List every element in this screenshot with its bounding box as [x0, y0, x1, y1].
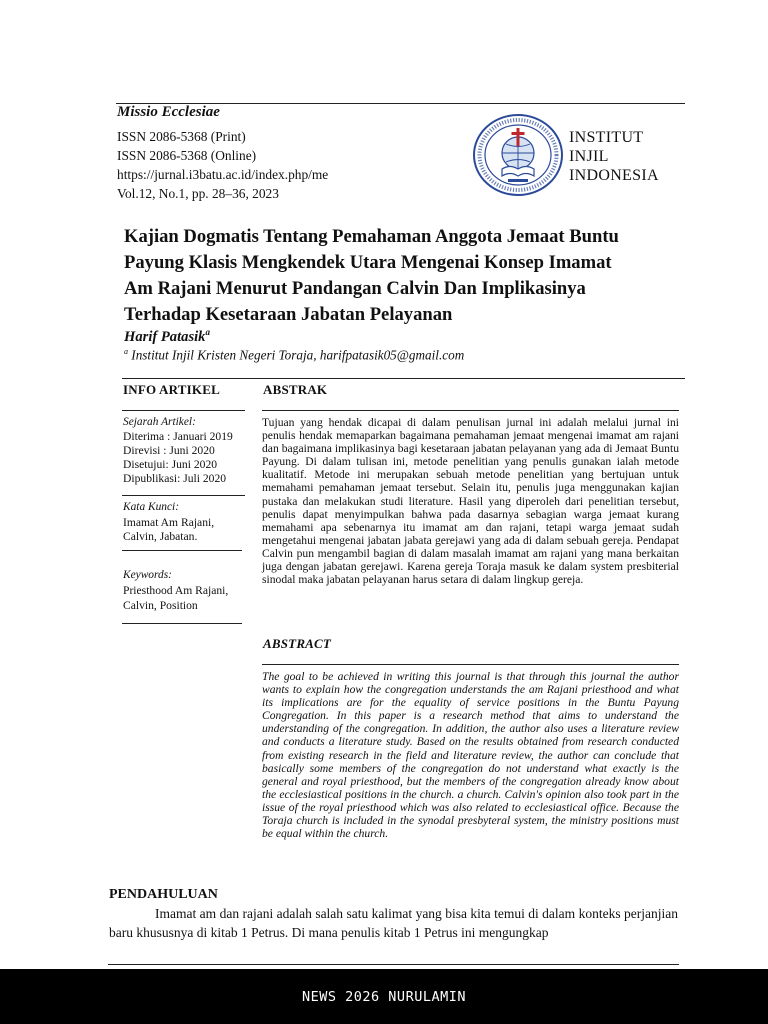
title-line: Payung Klasis Mengkendek Utara Mengenai Konsep Imamat — [124, 252, 612, 273]
footer-bar — [0, 969, 768, 1024]
abstrak-rule — [262, 410, 679, 411]
history-label: Sejarah Artikel: — [123, 416, 196, 428]
kata-kunci-item: Imamat Am Rajani, — [123, 516, 215, 529]
kata-kunci-label: Kata Kunci: — [123, 501, 180, 513]
title-line: Am Rajani Menurut Pandangan Calvin Dan Implikasinya — [124, 278, 586, 299]
author-affiliation: $^a$ Institut Injil Kristen Negeri Toraja, harifpatasik05@gmail.com — [124, 347, 465, 363]
info-rule — [122, 410, 245, 411]
abstrak-body: Tujuan yang hendak dicapai di dalam penulisan jurnal ini adalah melalui jurnal ini penulis hendak memaparkan bagaimana pemahaman jemaat mengenai imamat am rajani dan bagaimana implikasinya bagi kesetaraan jabatan pelayanan yang ada di Jemaat Buntu Payung. Di dalam tulisan ini, metode penelitian yang penulis gunakan ialah metode kualitatif. Metode ini merupakan sebuah metode penelitian yang bertujuan untuk memahami pemahaman jemaat tersebut. Selain itu, penulis juga menggunakan kajian pustaka dan melakukan studi literature. Hasil yang diperoleh dari penelitian tersebut, penulis dapat menyimpulkan bahwa pada dasarnya sebagian warga jemaat kurang memahami apa sebenarnya itu imamat am dan rajani, tetapi warga jemaat sudah mengetahui mengenai jabatan jabata gerejawi yang ada di dalam sebuah gereja. Pendapat Calvin pun mengambil bagian di dalam masalah imamat am rajani yang mana berkaitan juga dengan jabatan gerejawi. Karena gereja Toraja masuk ke dalam system presbiterial sinodal maka jabatan pelayanan harus setara di dalam lingkup gereja. — [262, 416, 679, 587]
kata-kunci-item: Calvin, Jabatan. — [123, 530, 198, 543]
keywords-item: Calvin, Position — [123, 599, 198, 612]
title-line: Kajian Dogmatis Tentang Pemahaman Anggota Jemaat Buntu — [124, 226, 619, 247]
info-rule — [122, 623, 242, 624]
pendahuluan-paragraph: Imamat am dan rajani adalah salah satu kalimat yang bisa kita temui di dalam konteks perjanjian baru khususnya di kitab 1 Petrus. Di mana penulis kitab 1 Petrus ini mengungkap — [109, 906, 678, 940]
journal-name: Missio Ecclesiae — [117, 104, 220, 120]
info-artikel-heading: INFO ARTIKEL — [123, 382, 220, 397]
institution-line-3: INDONESIA — [569, 167, 659, 184]
info-rule — [122, 550, 242, 551]
abstract-body: The goal to be achieved in writing this journal is that through this journal the author wants to explain how the congregation understands the am Rajani priesthood and what its implications are for the equality of service positions in the Buntu Payung Congregation. In this paper is a research method that aims to understand the understanding of the congregation. In addition, the author also uses a literature review and conducts a literature study. Based on the results obtained from research conducted from existing research in the field and literature review, the author can conclude that basically some members of the congregation do not understand what exactly is the general and royal priesthood, but the members of the congregation already know about the ecclesiastical positions in the church. a church. Calvin's opinion also took part in the issue of the royal priesthood which was also related to ecclesiastical office. Because the Toraja church is included in the synodal presbyteral system, the ministry positions must be equal within the church. — [262, 670, 679, 841]
pendahuluan-body — [109, 904, 678, 942]
author-name: Harif Patasik$^a$ — [124, 327, 210, 345]
footer-text: NEWS 2026 NURULAMIN — [302, 988, 466, 1005]
abstrak-heading: ABSTRAK — [263, 382, 328, 397]
institution-logo — [472, 113, 564, 197]
institution-line-1: INSTITUT — [569, 129, 644, 146]
issn-print: ISSN 2086-5368 (Print) — [117, 129, 246, 144]
institution-line-2: INJIL — [569, 148, 609, 165]
abstract-rule — [262, 664, 679, 665]
history-accepted: Disetujui: Juni 2020 — [123, 458, 218, 471]
history-revised: Direvisi : Juni 2020 — [123, 444, 215, 457]
history-published: Dipublikasi: Juli 2020 — [123, 472, 227, 485]
page-bottom-rule — [108, 964, 679, 965]
pendahuluan-heading: PENDAHULUAN — [109, 887, 218, 902]
issn-online: ISSN 2086-5368 (Online) — [117, 148, 257, 163]
journal-url[interactable]: https://jurnal.i3batu.ac.id/index.php/me — [117, 167, 329, 182]
history-received: Diterima : Januari 2019 — [123, 430, 233, 443]
info-rule — [122, 495, 245, 496]
abstract-heading: ABSTRACT — [263, 636, 332, 651]
info-top-rule — [122, 378, 685, 379]
keywords-item: Priesthood Am Rajani, — [123, 584, 229, 597]
title-line: Terhadap Kesetaraan Jabatan Pelayanan — [124, 304, 453, 325]
volume-info: Vol.12, No.1, pp. 28–36, 2023 — [117, 186, 279, 201]
article-title — [124, 224, 684, 328]
cross-icon — [517, 128, 520, 146]
keywords-label: Keywords: — [123, 569, 172, 581]
